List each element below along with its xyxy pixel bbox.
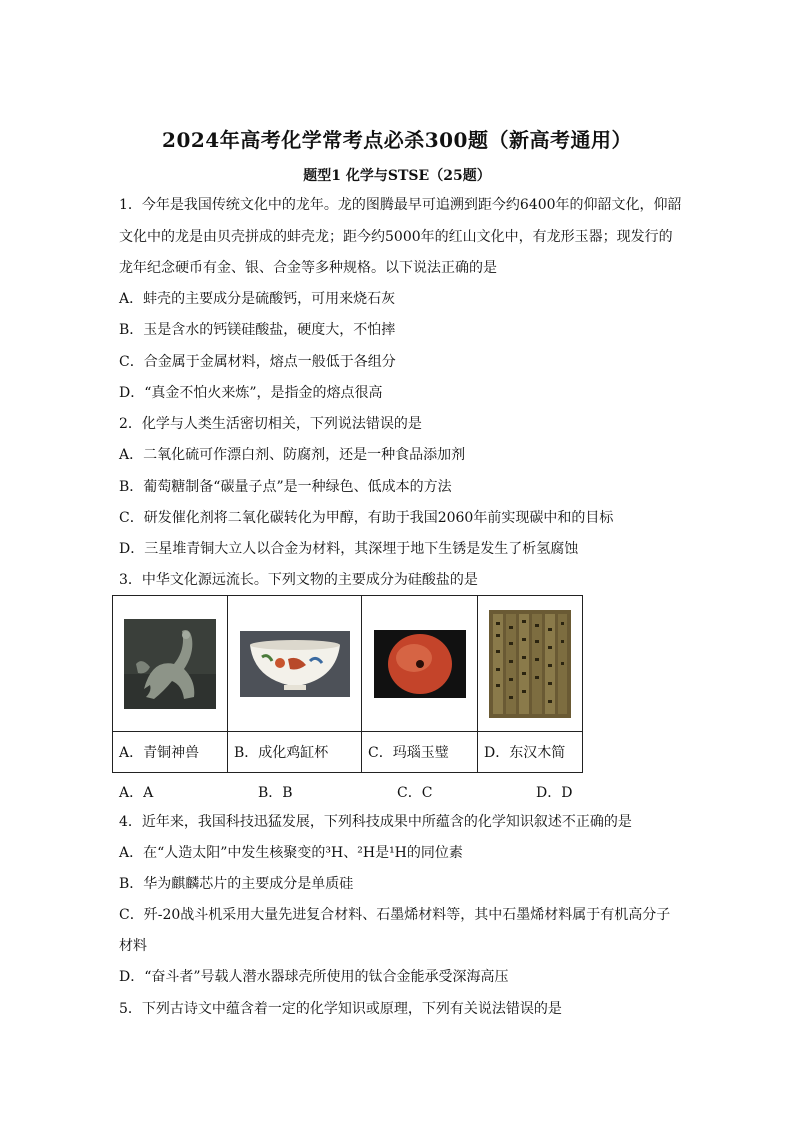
q3-answer-a: A．A <box>119 785 154 801</box>
bronze-beast-image <box>113 596 228 732</box>
q1-line-2: 文化中的龙是由贝壳拼成的蚌壳龙；距今约5000年的红山文化中，有龙形玉器；现发行的 <box>119 229 673 245</box>
q1-option-b: B．玉是含水的钙镁硅酸盐，硬度大，不怕摔 <box>119 322 396 338</box>
q5-stem: 5．下列古诗文中蕴含着一定的化学知识或原理，下列有关说法错误的是 <box>119 1001 562 1017</box>
q2-stem: 2．化学与人类生活密切相关，下列说法错误的是 <box>119 416 422 432</box>
q1-line-1: 1．今年是我国传统文化中的龙年。龙的图腾最早可追溯到距今约6400年的仰韶文化，仰韶 <box>119 197 682 213</box>
q3-artifact-table <box>112 595 583 773</box>
q4-option-d: D．“奋斗者”号载人潜水器球壳所使用的钛合金能承受深海高压 <box>119 969 509 985</box>
wooden-slips-image <box>478 596 583 732</box>
q4-option-c: C．歼-20战斗机采用大量先进复合材料、石墨烯材料等，其中石墨烯材料属于有机高分子 <box>119 907 671 923</box>
q2-option-d: D．三星堆青铜大立人以合金为材料，其深埋于地下生锈是发生了析氢腐蚀 <box>119 541 579 557</box>
q4-option-c-cont: 材料 <box>119 938 147 954</box>
q4-stem: 4．近年来，我国科技迅猛发展，下列科技成果中所蕴含的化学知识叙述不正确的是 <box>119 814 632 830</box>
page-title: 2024年高考化学常考点必杀300题（新高考通用） <box>162 128 632 152</box>
table-label-c: C．玛瑙玉璧 <box>362 732 478 773</box>
section-subtitle: 题型1 化学与STSE（25题） <box>303 168 491 184</box>
chicken-cup-image <box>228 596 362 732</box>
q2-option-b: B．葡萄糖制备“碳量子点”是一种绿色、低成本的方法 <box>119 479 452 495</box>
table-label-b: B．成化鸡缸杯 <box>228 732 362 773</box>
q1-option-d: D．“真金不怕火来炼”，是指金的熔点很高 <box>119 385 383 401</box>
q3-answer-b: B．B <box>258 785 293 801</box>
agate-disc-image <box>362 596 478 732</box>
q3-stem: 3．中华文化源远流长。下列文物的主要成分为硅酸盐的是 <box>119 572 478 588</box>
q3-answer-c: C．C <box>397 785 433 801</box>
q1-line-3: 龙年纪念硬币有金、银、合金等多种规格。以下说法正确的是 <box>119 260 497 276</box>
q3-answer-d: D．D <box>536 785 573 801</box>
q2-option-a: A．二氧化硫可作漂白剂、防腐剂，还是一种食品添加剂 <box>119 447 466 463</box>
q1-option-c: C．合金属于金属材料，熔点一般低于各组分 <box>119 354 396 370</box>
q2-option-c: C．研发催化剂将二氧化碳转化为甲醇，有助于我国2060年前实现碳中和的目标 <box>119 510 614 526</box>
table-label-a: A．青铜神兽 <box>113 732 228 773</box>
q4-option-b: B．华为麒麟芯片的主要成分是单质硅 <box>119 876 354 892</box>
q1-option-a: A．蚌壳的主要成分是硫酸钙，可用来烧石灰 <box>119 291 396 307</box>
table-label-d: D．东汉木简 <box>478 732 583 773</box>
q4-option-a: A．在“人造太阳”中发生核聚变的³H、²H是¹H的同位素 <box>119 845 463 861</box>
